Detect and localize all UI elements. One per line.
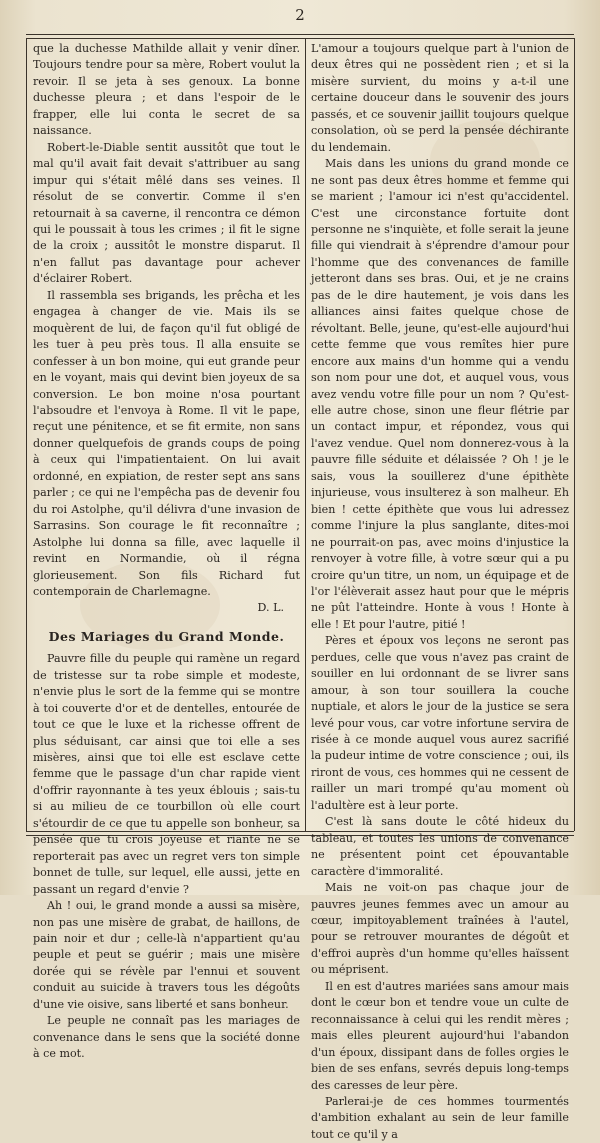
paragraph: Mais dans les unions du grand monde ce ne sont pas deux êtres homme et femme qui se marient ; l'amour ici n'est qu'accidentel. C'est une circonstance fortuite dont personne ne s'inquiète, et folle serait la jeune fille qui viendrait à s'éprendre d'amour pour l'homme que des convenances de famille jetteront dans ses bras. Oui, et je ne crains pas de le dire hautement, je vois dans les alliances ainsi faites quelque chose de révoltant. Belle, jeune, qu'est-elle aujourd'hui cette femme que vous remîtes hier pure encore aux mains d'un homme qui a vendu son nom pour une dot, et auquel vous, vous avez vendu votre fille pour un nom ? Qu'est-elle autre chose, sinon une fleur flétrie par un contact impur, et répondez, vous qui l'avez vendue. Quel nom donnerez-vous à la pauvre fille séduite et délaissée ? Oh ! je le sais, vous la souillerez d'une épithète injurieuse, vous insulterez à son malheur. Eh bien ! cette épithète que vous lui adressez comme l'injure la plus sanglante, dites-moi ne pourrait-on pas, avec moins d'injustice la renvoyer à votre fille, à votre sœur qui a pu croire qu'un titre, un nom, un équipage et de l'or l'élèverait assez haut pour que le mépris ne pût l'atteindre. Honte à vous ! Honte à elle ! Et pour l'autre, pitié ! <box>311 157 569 631</box>
top-rule-inner <box>26 38 574 39</box>
left-column <box>33 41 300 1063</box>
paragraph: Ah ! oui, le grand monde a aussi sa misère, non pas une misère de grabat, de haillons, de pain noir et dur ; celle-là n'appartient qu'au peuple et peut se guérir ; mais une misère dorée qui se révèle par l'ennui et souvent conduit au suicide à travers tous les dégoûts d'une vie oisive, sans liberté et sans bonheur. <box>33 899 300 1011</box>
right-border-rule <box>574 38 575 831</box>
paragraph: Il rassembla ses brigands, les prêcha et les engagea à changer de vie. Mais ils se moquèrent de lui, de façon qu'il fut obligé de les tuer à peu près tous. Il alla ensuite se confesser à un bon moine, qui eut grande peur en le voyant, mais qui devint bien joyeux de sa conversion. Le bon moine n'osa pourtant l'absoudre et l'envoya à Rome. Il vit le pape, reçut une pénitence, et se fit ermite, non sans donner quelquefois de grands coups de poing à ceux qui l'impatientaient. On lui avait ordonné, en expiation, de rester sept ans sans parler ; ce qui ne l'empêcha pas de devenir fou du roi Astolphe, qu'il délivra d'une invasion de Sarrasins. Son courage le fit reconnaître ; Astolphe lui donna sa fille, avec laquelle il revint en Normandie, où il régna glorieusement. Son fils Richard fut contemporain de Charlemagne. <box>33 288 300 598</box>
paragraph: Robert-le-Diable sentit aussitôt que tout le mal qu'il avait fait devait s'attribuer au sang impur qui s'était mêlé dans ses veines. Il résolut de se convertir. Comme il s'en retournait à sa caverne, il rencontra ce démon qui le poussait à tous les crimes ; il fit le signe de la croix ; aussitôt le monstre disparut. Il n'en fallut pas davantage pour achever d'éclairer Robert. <box>33 140 300 286</box>
paragraph: C'est là sans doute le côté hideux du tableau, et toutes les unions de convenance ne présentent point cet épouvantable caractère d'immoralité. <box>311 815 569 878</box>
paragraph: Mais ne voit-on pas chaque jour de pauvres jeunes femmes avec un amour au cœur, impitoyablement traînées à l'autel, pour se retrouver mourantes de dégoût et d'effroi auprès d'un homme qu'elles haïssent ou méprisent. <box>311 881 569 977</box>
page-number: 2 <box>295 6 305 24</box>
paragraph: L'amour a toujours quelque part à l'union de deux êtres qui ne possèdent rien ; et si la misère survient, du moins y a-t-il une certaine douceur dans le souvenir des jours passés, et ce souvenir jaillit toujours quelque consolation, où se perd la pensée déchirante du lendemain. <box>311 42 569 154</box>
paragraph: Pères et époux vos leçons ne seront pas perdues, celle que vous n'avez pas craint de souiller en lui ordonnant de se livrer sans amour, à son tour souillera la couche nuptiale, et alors le jour de la justice se sera levé pour vous, car votre infortune servira de risée à ce monde auquel vous aurez sacrifié la pudeur intime de votre conscience ; oui, ils riront de vous, ces hommes qui ne cessent de railler un mari trompé qu'au moment où l'adultère est à leur porte. <box>311 634 569 812</box>
paragraph: Pauvre fille du peuple qui ramène un regard de tristesse sur ta robe simple et modeste, n'envie plus le sort de la femme qui se montre à toi couverte d'or et de dentelles, entourée de tout ce que le luxe et la richesse offrent de plus séduisant, car ainsi que toi elle a ses misères, ainsi que toi elle est esclave cette femme que le passage d'un char rapide vient d'offrir rayonnante à tes yeux éblouis ; sais-tu si au milieu de ce tourbillon où elle court s'étourdir de ce que tu appelle son bonheur, sa pensée que tu crois joyeuse et riante ne se reporterait pas avec un regret vers ton simple bonnet de tulle, sur lequel, elle aussi, jette en passant un regard d'envie ? <box>33 652 300 896</box>
section-title: Des Mariages du Grand Monde. <box>48 628 285 644</box>
left-border-rule <box>26 38 27 831</box>
paragraph: Il en est d'autres mariées sans amour mais dont le cœur bon et tendre voue un culte de reconnaissance à celui qui les rendit mères ; mais elles pleurent aujourd'hui l'abandon d'un époux, dissipant dans de folles orgies le bien de ses enfans, sevrés depuis long-temps des caresses de leur père. <box>311 979 569 1092</box>
column-divider <box>305 38 306 831</box>
paragraph: Le peuple ne connaît pas les mariages de convenance dans le sens que la société donne à ce mot. <box>33 1014 300 1061</box>
paragraph: que la duchesse Mathilde allait y venir dîner. Toujours tendre pour sa mère, Robert voulut la revoir. Il se jeta à ses genoux. La bonne duchesse pleura ; et dans l'espoir de le frapper, elle lui conta le secret de sa naissance. <box>33 42 300 138</box>
right-column <box>311 41 569 1143</box>
author-signature: D. L. <box>257 601 284 615</box>
paragraph: Parlerai-je de ces hommes tourmentés d'ambition exhalant au sein de leur famille tout ce qu'il y a <box>311 1095 569 1141</box>
top-rule <box>26 34 574 35</box>
